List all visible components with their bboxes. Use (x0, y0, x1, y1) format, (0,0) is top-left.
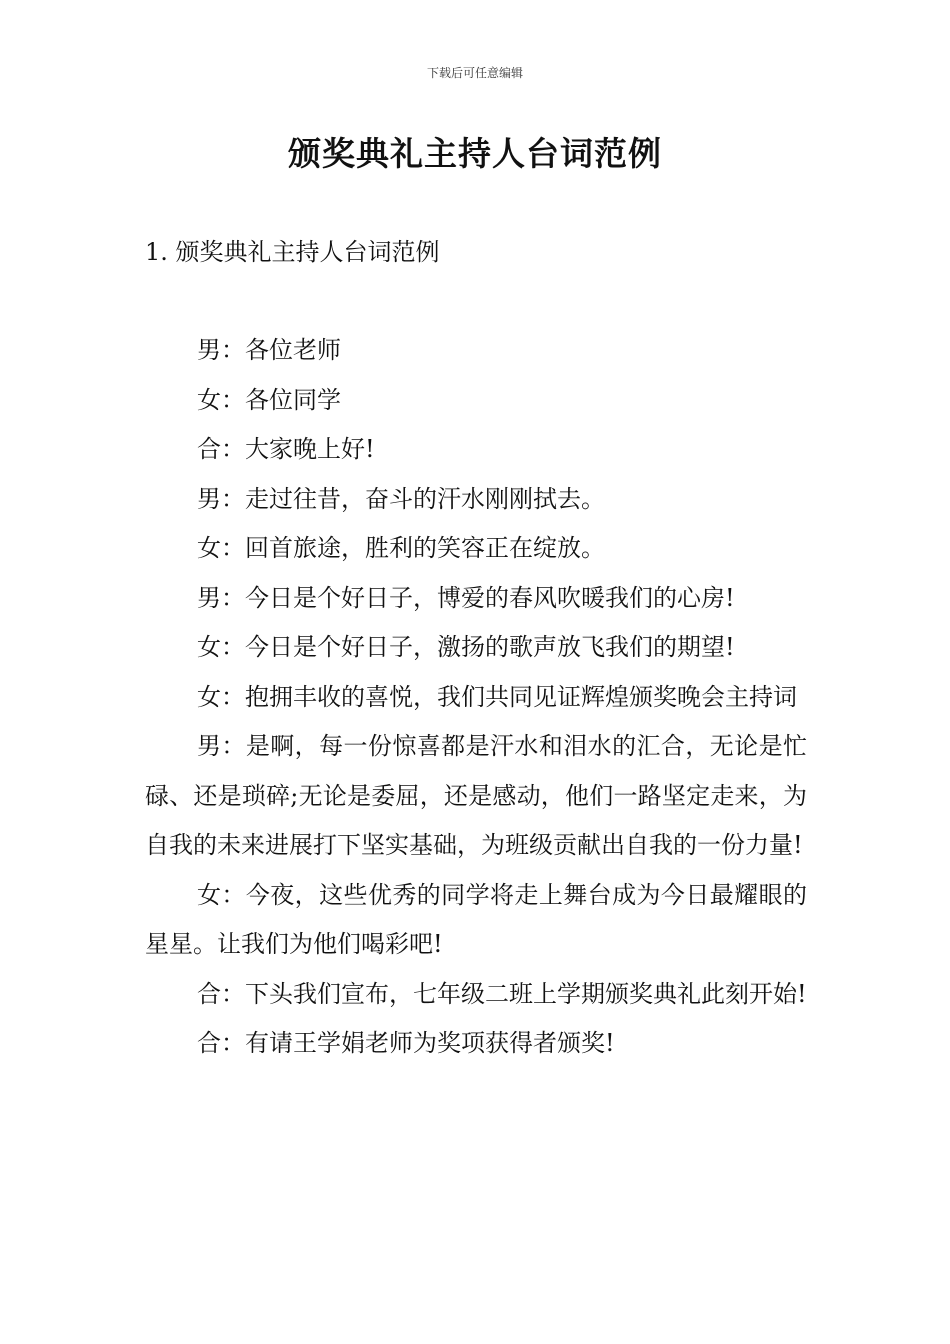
script-line: 男：今日是个好日子，博爱的春风吹暖我们的心房! (197, 583, 735, 612)
script-line: 女：各位同学 (197, 385, 341, 414)
script-line: 合：有请王学娟老师为奖项获得者颁奖! (197, 1029, 615, 1057)
script-line: 合：下头我们宣布，七年级二班上学期颁奖典礼此刻开始! (197, 979, 807, 1008)
script-line: 女：回首旅途，胜利的笑容正在绽放。 (197, 534, 605, 562)
script-body (145, 326, 807, 1069)
script-line: 男：走过往昔，奋斗的汗水刚刚拭去。 (197, 484, 605, 513)
script-line: 女：今日是个好日子，激扬的歌声放飞我们的期望! (197, 633, 735, 661)
script-line: 女：今夜，这些优秀的同学将走上舞台成为今日最耀眼的星星。让我们为他们喝彩吧! (145, 880, 807, 958)
header-note: 下载后可任意编辑 (426, 66, 523, 80)
script-line: 合：大家晚上好! (197, 435, 375, 463)
section-heading: 1. 颁奖典礼主持人台词范例 (145, 238, 440, 266)
script-line: 女：抱拥丰收的喜悦，我们共同见证辉煌颁奖晚会主持词 (197, 682, 797, 711)
document-title: 颁奖典礼主持人台词范例 (288, 134, 662, 173)
script-line: 男：各位老师 (197, 336, 341, 364)
script-line: 男：是啊，每一份惊喜都是汗水和泪水的汇合，无论是忙碌、还是琐碎;无论是委屈，还是感动，他们一路坚定走来，为自我的未来进展打下坚实基础，为班级贡献出自我的一份力量! (145, 732, 807, 859)
